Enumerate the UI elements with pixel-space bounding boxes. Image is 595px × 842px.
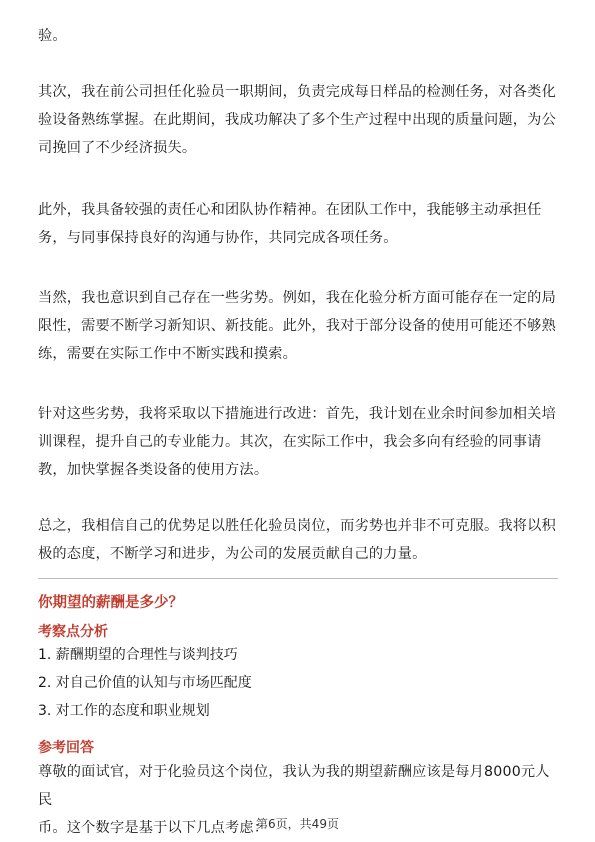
section-divider [38,578,558,579]
paragraph-conclusion: 总之，我相信自己的优势足以胜任化验员岗位，而劣势也并非不可克服。我将以积 极的态度，不断学习和进步，为公司的发展贡献自己的力量。 [38,518,556,562]
document-page [38,0,560,842]
paragraph-weaknesses: 当然，我也意识到自己存在一些劣势。例如，我在化验分析方面可能存在一定的局 限性，需要不断学习新知识、新技能。此外，我对于部分设备的使用可能还不够熟 练，需要在实际工作中不断实践和摸索。 [38,290,556,362]
list-item: 1. 薪酬期望的合理性与谈判技巧 [38,647,238,663]
answer-text: 尊敬的面试官，对于化验员这个岗位，我认为我的期望薪酬应该是每月8000元人民 币。这个数字是基于以下几点考虑： [38,764,550,836]
page-number-footer: 第6页，共49页 [256,817,339,831]
analysis-title: 考察点分析 [38,624,108,640]
paragraph-continuation: 验。 [38,28,67,44]
analysis-list [38,641,252,725]
list-item: 3. 对工作的态度和职业规划 [38,703,210,719]
paragraph-improvement: 针对这些劣势，我将采取以下措施进行改进：首先，我计划在业余时间参加相关培 训课程，提升自己的专业能力。其次，在实际工作中，我会多向有经验的同事请 教，加快掌握各类设备的使用方法。 [38,406,556,478]
list-item: 2. 对自己价值的认知与市场匹配度 [38,675,252,691]
answer-title: 参考回答 [38,740,94,756]
paragraph-experience: 其次，我在前公司担任化验员一职期间，负责完成每日样品的检测任务，对各类化 验设备熟练掌握。在此期间，我成功解决了多个生产过程中出现的质量问题，为公 司挽回了不少经济损失。 [38,84,556,156]
paragraph-teamwork: 此外，我具备较强的责任心和团队协作精神。在团队工作中，我能够主动承担任 务，与同事保持良好的沟通与协作，共同完成各项任务。 [38,202,542,246]
question-heading: 你期望的薪酬是多少？ [38,595,183,611]
